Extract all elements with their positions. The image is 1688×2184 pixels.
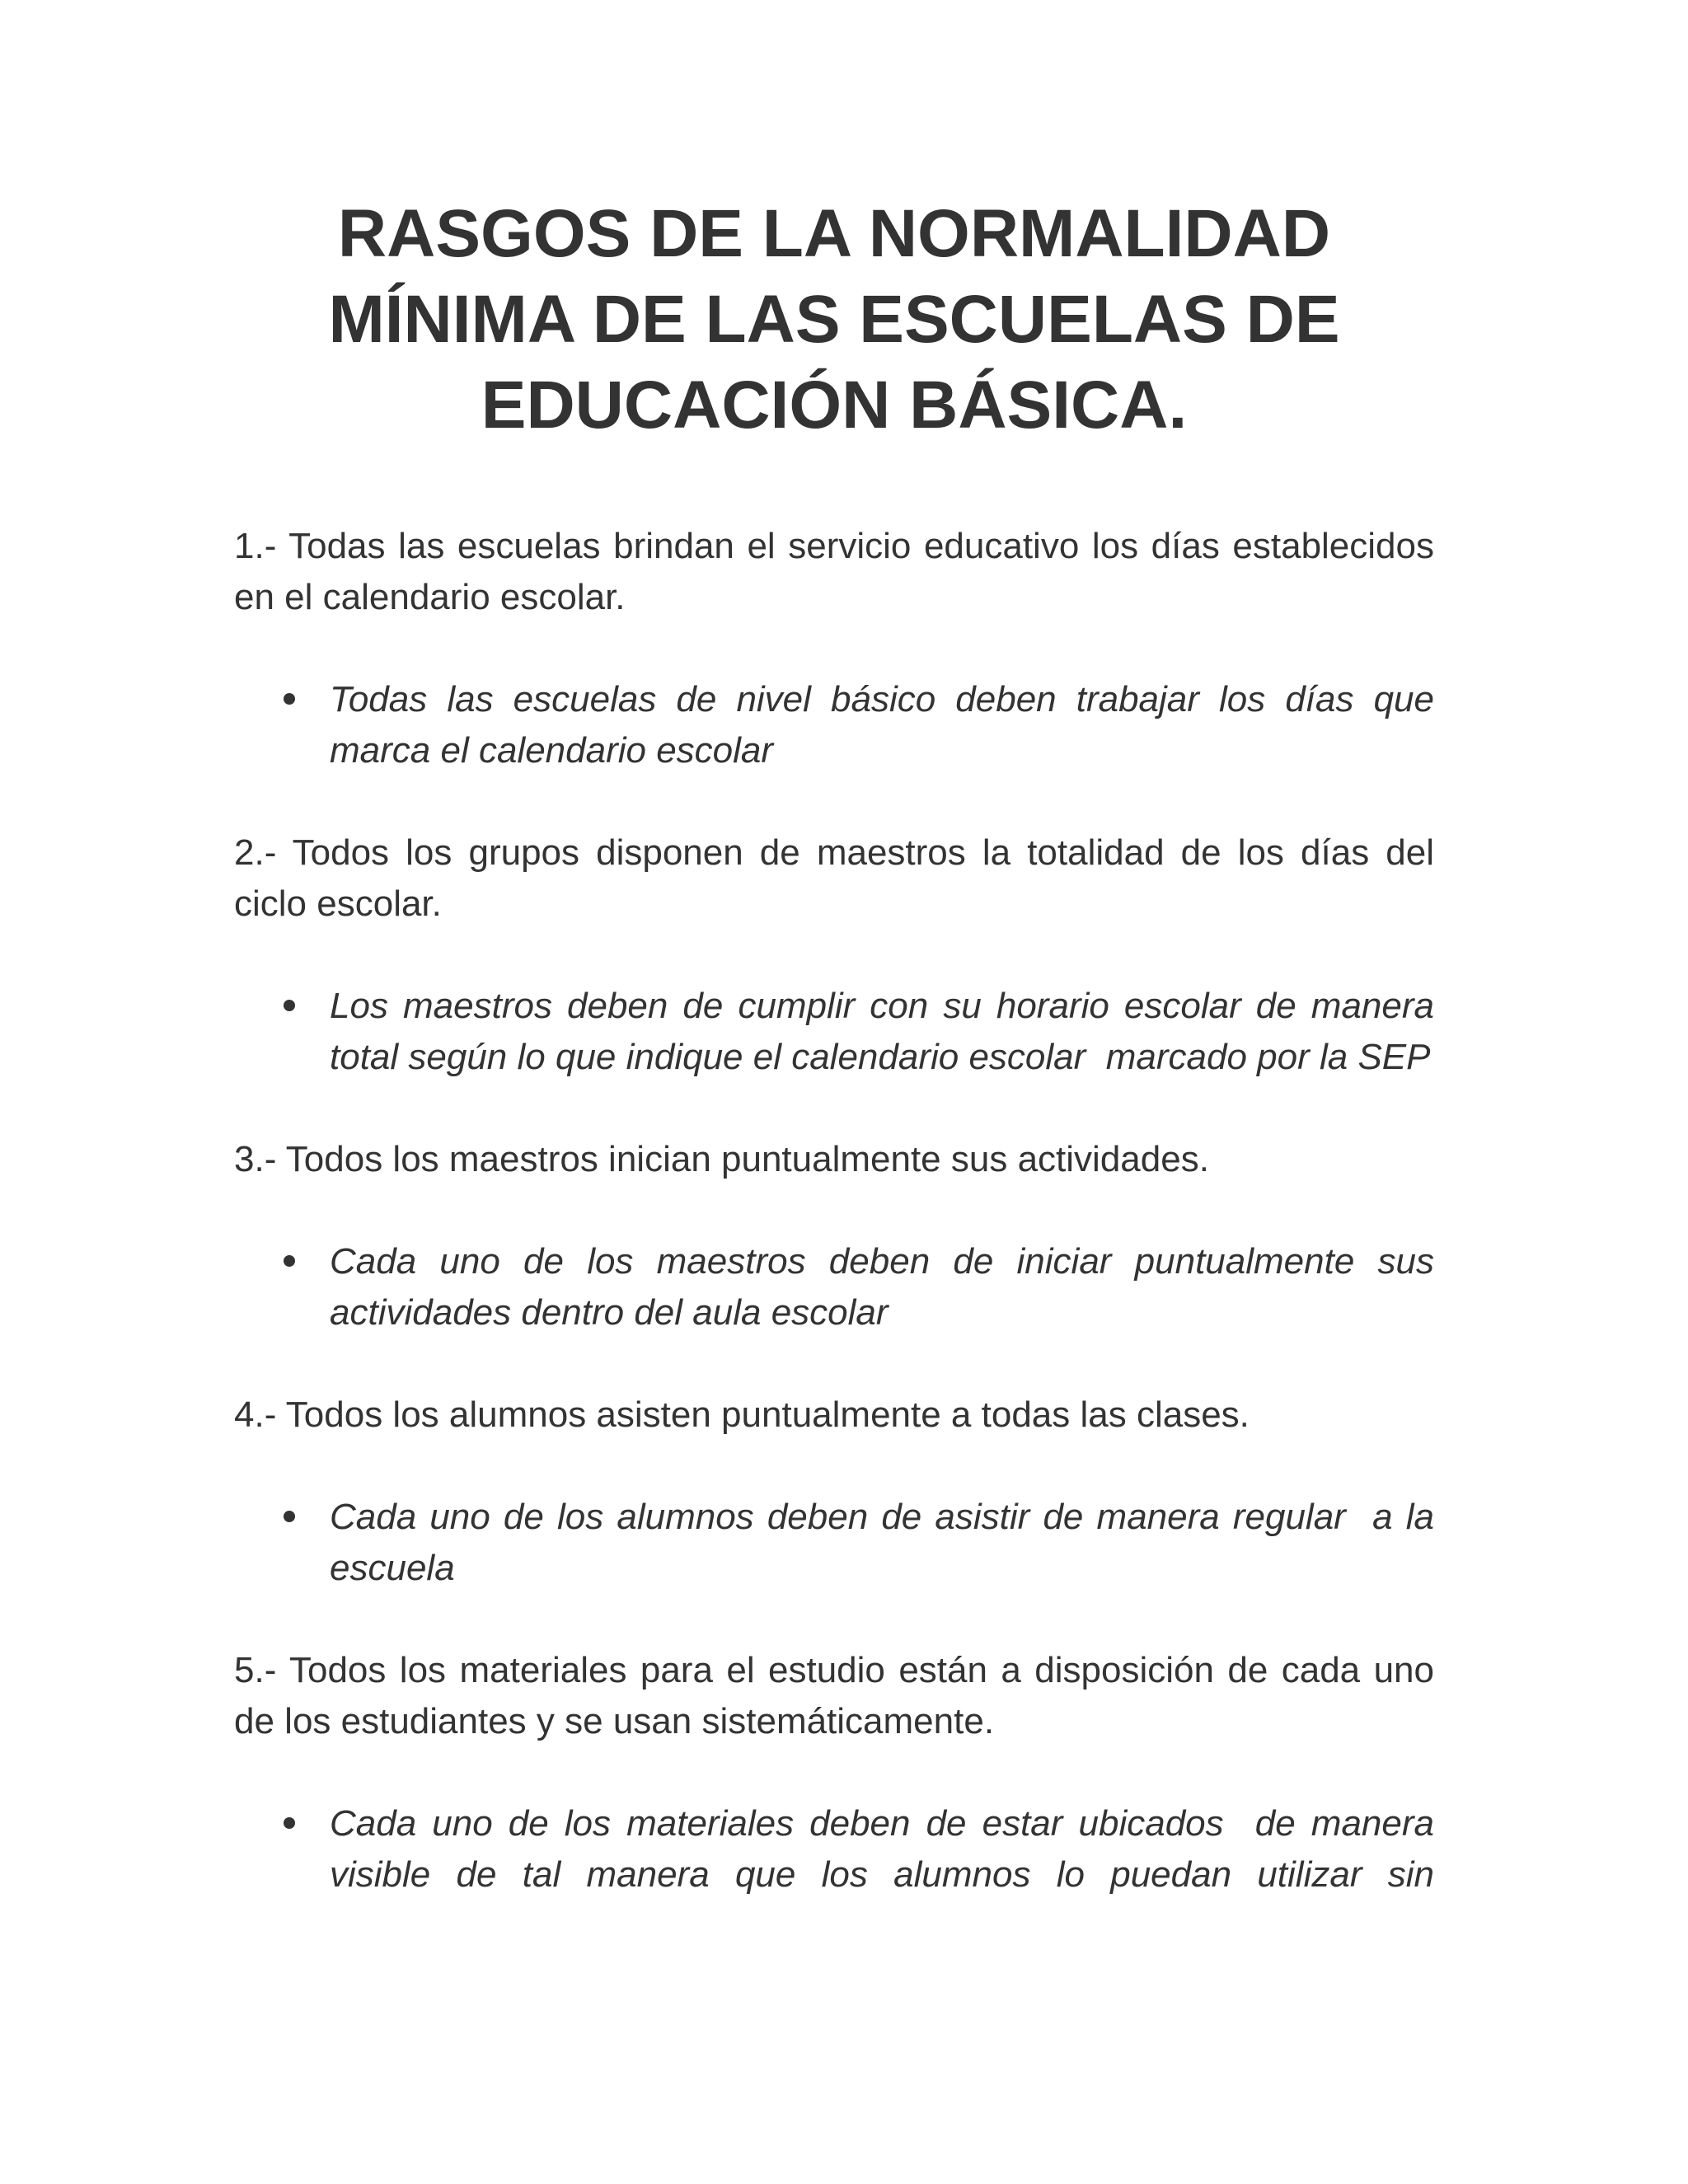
title-line: MÍNIMA DE LAS ESCUELAS DE [328, 282, 1340, 357]
item-5 [234, 1645, 1445, 1900]
bullet-text: Los maestros deben de cumplir con su horario escolar de manera total según lo que indique el calendario escolar marcado por la SEP [330, 986, 1445, 1077]
bullet-item [234, 1798, 1445, 1900]
bullet-text: Todas las escuelas de nivel básico deben trabajar los días que marca el calendario escolar [330, 679, 1445, 771]
document-page [234, 191, 1445, 1900]
bullet-text: Cada uno de los maestros deben de iniciar puntualmente sus actividades dentro del aula escolar [330, 1241, 1445, 1333]
document-title [234, 191, 1434, 448]
item-1 [234, 521, 1445, 776]
bullet-icon [284, 1255, 295, 1267]
item-3 [234, 1134, 1445, 1338]
item-text: 5.- Todos los materiales para el estudio están a disposición de cada uno de los estudiantes y se usan sistemáticamente. [234, 1650, 1434, 1741]
item-text: 2.- Todos los grupos disponen de maestros la totalidad de los días del ciclo escolar. [234, 832, 1434, 924]
item-text: 3.- Todos los maestros inician puntualmente sus actividades. [234, 1139, 1209, 1179]
bullet-icon [284, 1817, 295, 1829]
item-text: 1.- Todas las escuelas brindan el servicio educativo los días establecidos en el calendario escolar. [234, 526, 1434, 617]
item-4 [234, 1390, 1445, 1594]
title-line: EDUCACIÓN BÁSICA. [481, 368, 1188, 443]
bullet-item [234, 674, 1445, 776]
bullet-icon [284, 1511, 295, 1522]
bullet-icon [284, 1000, 295, 1011]
item-2 [234, 827, 1445, 1083]
bullet-item [234, 1492, 1445, 1594]
title-line: RASGOS DE LA NORMALIDAD [337, 196, 1331, 271]
item-text: 4.- Todos los alumnos asisten puntualmente a todas las clases. [234, 1394, 1250, 1435]
bullet-item [234, 981, 1445, 1083]
bullet-item [234, 1236, 1445, 1338]
bullet-text: Cada uno de los materiales deben de estar ubicados de manera visible de tal manera que los alumnos lo puedan utilizar sin [330, 1803, 1445, 1895]
bullet-text: Cada uno de los alumnos deben de asistir de manera regular a la escuela [330, 1497, 1445, 1588]
bullet-icon [284, 693, 295, 705]
